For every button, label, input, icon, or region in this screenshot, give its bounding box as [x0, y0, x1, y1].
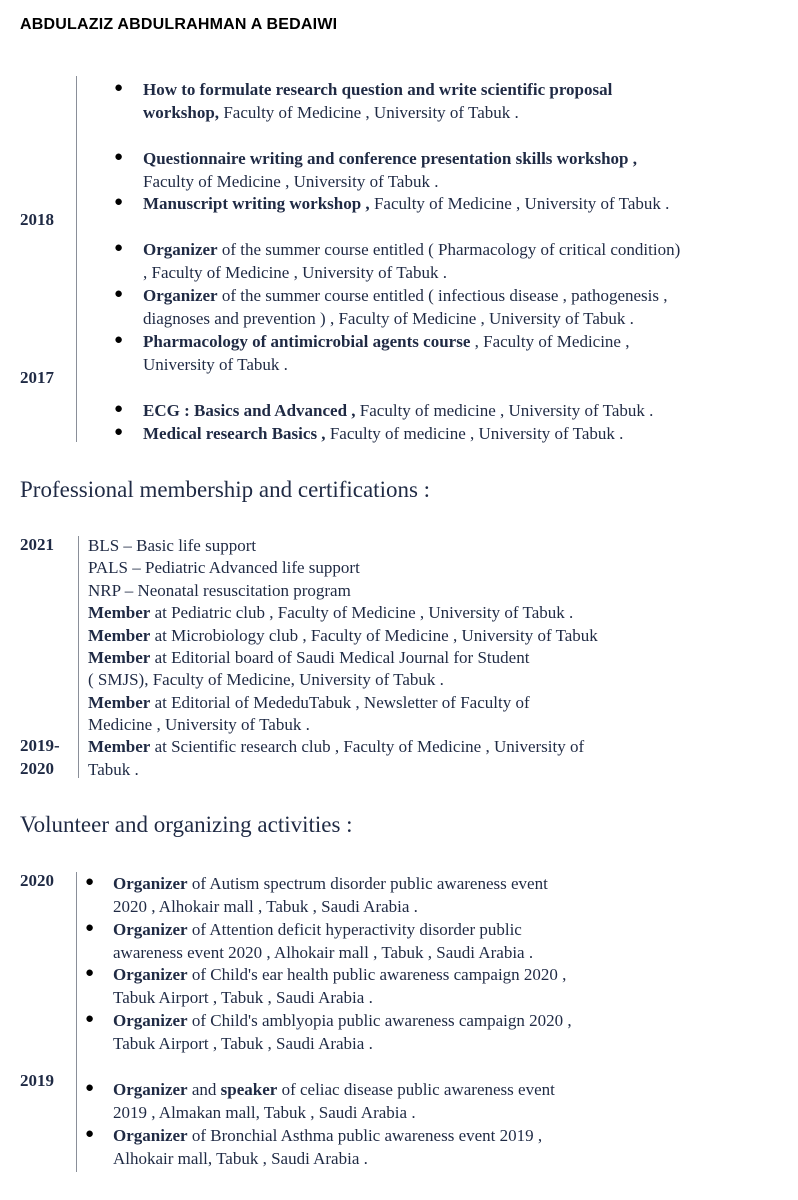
list-item: Questionnaire writing and conference presentation skills workshop , [143, 149, 637, 168]
timeline-line-volunteer [76, 872, 77, 1172]
membership-line: Member at Pediatric club , Faculty of Medicine , University of Tabuk . [88, 603, 574, 622]
year-label: 2018 [20, 210, 54, 229]
bullet-icon: ● [85, 1011, 95, 1027]
membership-line: Member at Editorial board of Saudi Medical Journal for Student [88, 648, 530, 667]
list-item: Organizer of Child's amblyopia public awareness campaign 2020 , [113, 1011, 572, 1030]
membership-line: BLS – Basic life support [88, 536, 257, 555]
bullet-icon: ● [85, 1126, 95, 1142]
bullet-icon: ● [114, 149, 124, 165]
membership-line: Medicine , University of Tabuk . [88, 715, 310, 734]
list-item: Organizer of Child's ear health public awareness campaign 2020 , [113, 965, 567, 984]
bullet-icon: ● [85, 920, 95, 936]
list-item: Manuscript writing workshop , Faculty of Medicine , University of Tabuk . [143, 194, 670, 213]
bullet-icon: ● [114, 240, 124, 256]
list-item-continuation: awareness event 2020 , Alhokair mall , Tabuk , Saudi Arabia . [113, 943, 534, 962]
bullet-icon: ● [85, 965, 95, 981]
membership-line: Member at Scientific research club , Faculty of Medicine , University of [88, 737, 585, 756]
list-item: Medical research Basics , Faculty of medicine , University of Tabuk . [143, 424, 624, 443]
bullet-icon: ● [114, 286, 124, 302]
year-label: 2021 [20, 535, 54, 554]
membership-line: NRP – Neonatal resuscitation program [88, 581, 351, 600]
list-item-continuation: Tabuk Airport , Tabuk , Saudi Arabia . [113, 988, 373, 1007]
applicant-name: ABDULAZIZ ABDULRAHMAN A BEDAIWI [20, 16, 338, 33]
bullet-icon: ● [85, 1080, 95, 1096]
list-item: Pharmacology of antimicrobial agents course , Faculty of Medicine , [143, 332, 630, 351]
list-item: Organizer and speaker of celiac disease public awareness event [113, 1080, 555, 1099]
list-item: Organizer of the summer course entitled ( Pharmacology of critical condition) [143, 240, 681, 259]
bullet-icon: ● [85, 874, 95, 890]
list-item: ECG : Basics and Advanced , Faculty of medicine , University of Tabuk . [143, 401, 654, 420]
list-item: How to formulate research question and write scientific proposal [143, 80, 613, 99]
list-item: Organizer of Attention deficit hyperactivity disorder public [113, 920, 522, 939]
membership-line: Tabuk . [88, 760, 139, 779]
bullet-icon: ● [114, 194, 124, 210]
year-label: 2017 [20, 368, 54, 387]
section-title-volunteer: Volunteer and organizing activities : [20, 812, 353, 837]
list-item-continuation: Tabuk Airport , Tabuk , Saudi Arabia . [113, 1034, 373, 1053]
list-item-continuation: 2019 , Almakan mall, Tabuk , Saudi Arabia . [113, 1103, 416, 1122]
list-item: Organizer of the summer course entitled ( infectious disease , pathogenesis , [143, 286, 668, 305]
list-item-continuation: 2020 , Alhokair mall , Tabuk , Saudi Arabia . [113, 897, 418, 916]
year-label: 2020 [20, 759, 54, 778]
bullet-icon: ● [114, 332, 124, 348]
list-item-continuation: , Faculty of Medicine , University of Tabuk . [143, 263, 447, 282]
timeline-line-workshops [76, 76, 77, 442]
section-title-membership: Professional membership and certifications : [20, 477, 431, 502]
list-item: Organizer of Bronchial Asthma public awareness event 2019 , [113, 1126, 543, 1145]
year-label: 2019 [20, 1071, 54, 1090]
year-label: 2019- [20, 736, 60, 755]
bullet-icon: ● [114, 80, 124, 96]
membership-line: Member at Editorial of MededuTabuk , Newsletter of Faculty of [88, 693, 530, 712]
list-item-continuation: Alhokair mall, Tabuk , Saudi Arabia . [113, 1149, 368, 1168]
list-item-continuation: University of Tabuk . [143, 355, 288, 374]
list-item: Organizer of Autism spectrum disorder public awareness event [113, 874, 548, 893]
membership-line: ( SMJS), Faculty of Medicine, University of Tabuk . [88, 670, 444, 689]
year-label: 2020 [20, 871, 54, 890]
bullet-icon: ● [114, 401, 124, 417]
bullet-icon: ● [114, 424, 124, 440]
timeline-line-membership [78, 536, 79, 778]
membership-line: PALS – Pediatric Advanced life support [88, 558, 360, 577]
list-item-continuation: Faculty of Medicine , University of Tabuk . [143, 172, 439, 191]
list-item-continuation: workshop, Faculty of Medicine , University of Tabuk . [143, 103, 519, 122]
list-item-continuation: diagnoses and prevention ) , Faculty of Medicine , University of Tabuk . [143, 309, 634, 328]
membership-line: Member at Microbiology club , Faculty of Medicine , University of Tabuk [88, 626, 598, 645]
